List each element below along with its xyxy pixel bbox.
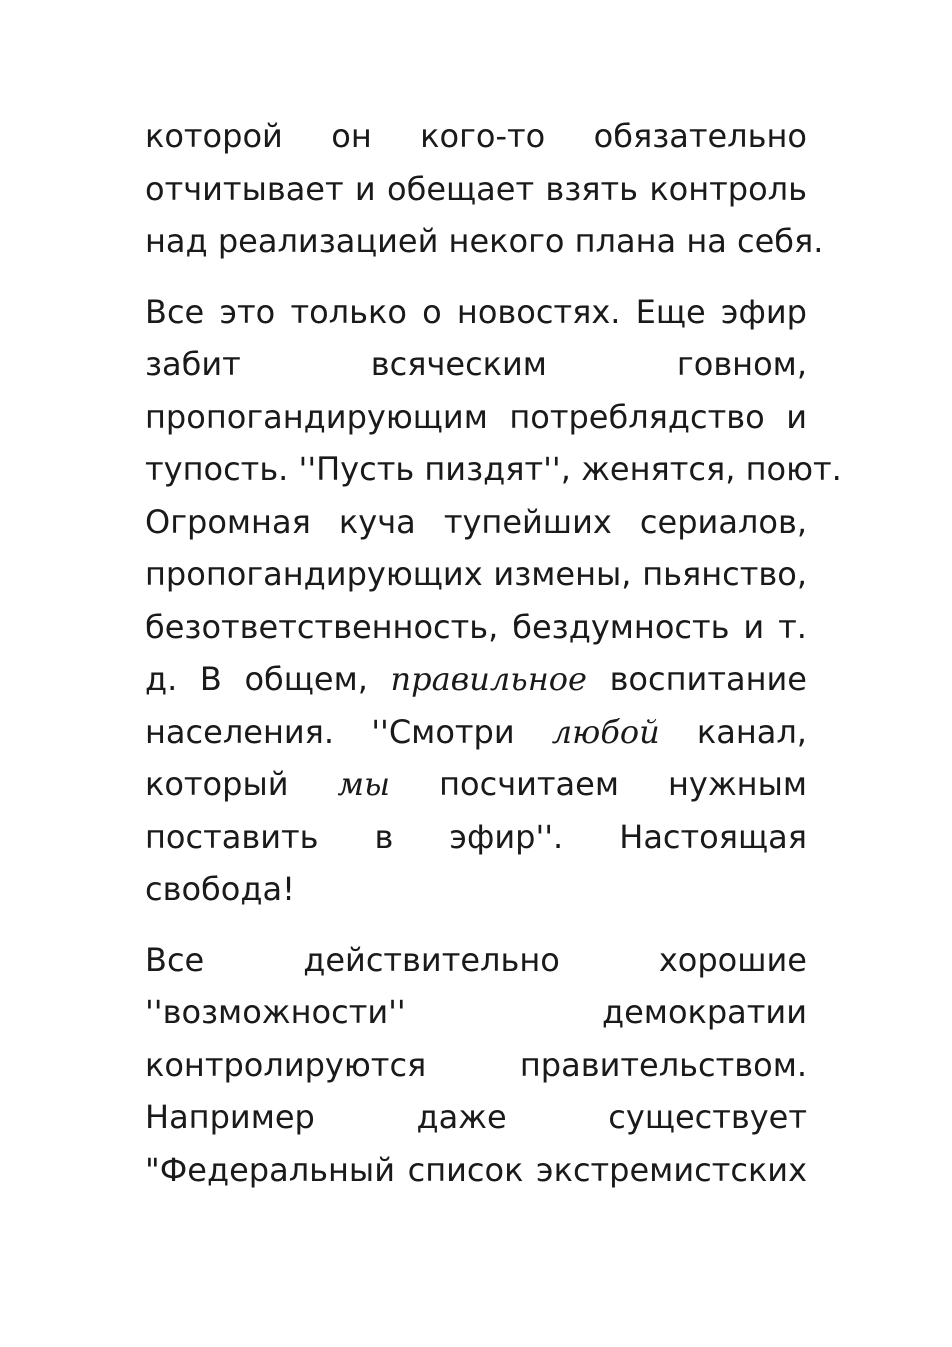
text-line xyxy=(145,706,807,759)
word: Все xyxy=(145,292,205,331)
word: общем, xyxy=(244,660,368,698)
line-text: тупость. ''Пусть пиздят'', женятся, поют. xyxy=(145,450,842,488)
word: которой xyxy=(145,117,283,155)
word: пропогандирующим xyxy=(145,397,488,436)
word: взять xyxy=(545,169,639,208)
italic-word: правильное xyxy=(390,660,587,698)
word: ''Смотри xyxy=(371,712,515,751)
word: демократии xyxy=(601,993,807,1031)
word: список xyxy=(407,1150,524,1189)
word: измены, xyxy=(493,555,632,593)
text-line xyxy=(145,163,807,216)
text-line xyxy=(145,215,824,268)
word: который xyxy=(145,765,289,803)
paragraph-gap xyxy=(145,916,807,934)
word: в xyxy=(374,817,394,856)
text-line xyxy=(145,1039,807,1092)
paragraph-1 xyxy=(145,110,824,268)
text-line xyxy=(145,934,807,987)
word: даже xyxy=(416,1098,507,1136)
word: это xyxy=(219,292,276,331)
word: посчитаем xyxy=(439,765,619,803)
text-line xyxy=(145,391,807,444)
word: пьянство, xyxy=(642,555,807,593)
word: воспитание xyxy=(609,660,807,698)
word: канал, xyxy=(696,712,807,751)
text-line xyxy=(145,110,807,163)
paragraph-2 xyxy=(145,286,842,916)
word: населения. xyxy=(145,712,335,751)
italic-word: любой xyxy=(551,712,660,751)
line-text: над реализацией некого плана на себя. xyxy=(145,222,824,260)
word: и xyxy=(354,169,376,208)
text-line xyxy=(145,1091,807,1144)
word: существует xyxy=(608,1098,807,1136)
word: экстремистских xyxy=(536,1150,807,1189)
word: нужным xyxy=(667,765,807,803)
word: Все xyxy=(145,940,205,979)
text-line xyxy=(145,601,807,654)
word: хорошие xyxy=(658,940,807,979)
word: Например xyxy=(145,1098,315,1136)
text-line xyxy=(145,338,807,391)
line-text: свобода! xyxy=(145,870,295,908)
word: пропогандирующих xyxy=(145,555,483,593)
word: забит xyxy=(145,345,241,383)
text-line xyxy=(145,811,807,864)
paragraph-gap xyxy=(145,268,807,286)
word: Огромная xyxy=(145,502,311,541)
italic-word: мы xyxy=(337,765,391,803)
word: тупейших xyxy=(443,502,612,541)
word: бездумность xyxy=(512,607,730,646)
word: т. xyxy=(778,607,807,646)
text-line xyxy=(145,758,807,811)
document-page xyxy=(145,110,842,1196)
word: потреблядство xyxy=(509,397,765,436)
word: контролируются xyxy=(145,1045,427,1084)
word: и xyxy=(786,397,807,436)
word: и xyxy=(743,607,765,646)
text-line xyxy=(145,653,807,706)
word: правительством. xyxy=(519,1045,807,1084)
word: д. xyxy=(145,660,178,698)
word: "Федеральный xyxy=(145,1150,395,1189)
text-line xyxy=(145,1144,807,1197)
word: эфир''. xyxy=(449,817,564,856)
word: эфир xyxy=(720,292,807,331)
paragraph-3 xyxy=(145,934,807,1197)
word: говном, xyxy=(676,345,807,383)
word: всяческим xyxy=(370,345,547,383)
text-line xyxy=(145,548,807,601)
word: В xyxy=(199,660,222,698)
word: только xyxy=(290,292,407,331)
word: ''возможности'' xyxy=(145,993,406,1031)
word: поставить xyxy=(145,817,319,856)
word: контроль xyxy=(649,169,807,208)
word: обязательно xyxy=(593,117,807,155)
text-line xyxy=(145,443,842,496)
word: он xyxy=(331,117,372,155)
text-line xyxy=(145,286,807,339)
word: новостях. xyxy=(456,292,621,331)
word: действительно xyxy=(303,940,560,979)
word: куча xyxy=(338,502,416,541)
word: Настоящая xyxy=(619,817,807,856)
text-line xyxy=(145,986,807,1039)
word: обещает xyxy=(387,169,535,208)
word: отчитывает xyxy=(145,169,344,208)
text-line xyxy=(145,863,807,916)
text-line xyxy=(145,496,807,549)
word: безответственность, xyxy=(145,607,499,646)
word: Еще xyxy=(635,292,706,331)
word: кого-то xyxy=(420,117,546,155)
word: сериалов, xyxy=(639,502,807,541)
word: о xyxy=(422,292,442,331)
